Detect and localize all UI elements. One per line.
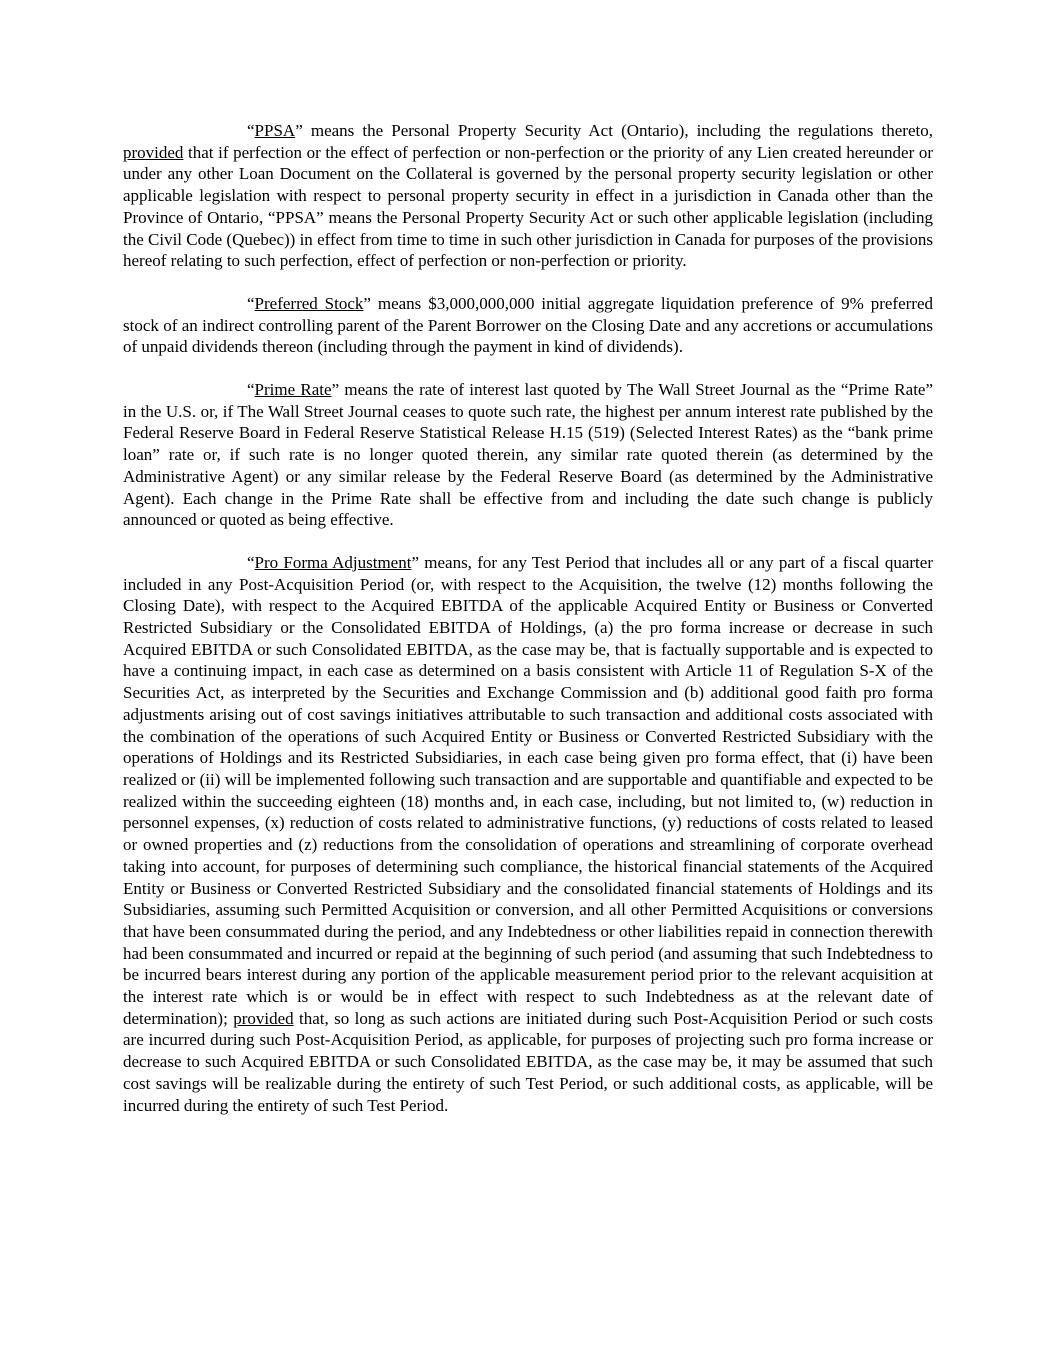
definition-prime-rate — [123, 379, 933, 531]
underlined-term: Preferred Stock — [254, 293, 364, 313]
paragraph-text: ” means the rate of interest last quoted by The Wall Street Journal as the “Prime Rate” in the U.S. or, if The Wall Street Journal ceases to quote such rate, the highest per annum interest rate published by the Federal Reserve Board in Federal Reserve Statistical Release H.15 (519) (Selected Interest Rates) as the “bank prime loan” rate or, if such rate is no longer quoted therein, any similar rate quoted therein (as determined by the Administrative Agent) or any similar release by the Federal Reserve Board (as determined by the Administrative Agent). Each change in the Prime Rate shall be effective from and including the date such change is publicly announced or quoted as being effective. — [123, 380, 934, 530]
paragraph-container — [123, 120, 933, 1116]
underlined-term: PPSA — [254, 121, 296, 140]
definition-ppsa — [123, 120, 933, 272]
underlined-term: provided — [233, 1008, 294, 1028]
paragraph-text: that if perfection or the effect of perfection or non-perfection or the priority of any Lien created hereunder or under any other Loan Document on the Collateral is governed by the personal property security legislation or other applicable legislation with respect to personal property security in effect in a jurisdiction in Canada other than the Province of Ontario, “PPSA” means the Personal Property Security Act or such other applicable legislation (including the Civil Code (Quebec)) in effect from time to time in such other jurisdiction in Canada for purposes of the provisions hereof relating to such perfection, effect of perfection or non-perfection or priority. — [123, 142, 933, 271]
paragraph-text: “ — [247, 121, 255, 140]
paragraph-text: “ — [247, 380, 255, 400]
underlined-term: Pro Forma Adjustment — [254, 552, 412, 572]
paragraph-text: ” means the Personal Property Security Act (Ontario), including the regulations thereto, — [295, 121, 933, 140]
underlined-term: Prime Rate — [254, 380, 332, 400]
paragraph-text: “ — [247, 552, 255, 572]
paragraph-text: ” means $3,000,000,000 initial aggregate liquidation preference of 9% preferred stock of an indirect controlling parent of the Parent Borrower on the Closing Date and any accretions or accumulations of unpaid dividends thereon (including through the payment in kind of dividends). — [123, 293, 933, 357]
underlined-term: provided — [123, 142, 184, 162]
paragraph-text: ” means, for any Test Period that includes all or any part of a fiscal quarter included in any Post-Acquisition Period (or, with respect to the Acquisition, the twelve (12) months following the Closing Date), with respect to the Acquired EBITDA of the applicable Acquired Entity or Business or Converted Restricted Subsidiary or the Consolidated EBITDA of Holdings, (a) the pro forma increase or decrease in such Acquired EBITDA or such Consolidated EBITDA, as the case may be, that is factually supportable and is expected to have a continuing impact, in each case as determined on a basis consistent with Article 11 of Regulation S-X of the Securities Act, as interpreted by the Securities and Exchange Commission and (b) additional good faith pro forma adjustments arising out of cost savings initiatives attributable to such transaction and additional costs associated with the combination of the operations of such Acquired Entity or Business or Converted Restricted Subsidiary with the operations of Holdings and its Restricted Subsidiaries, in each case being given pro forma effect, that (i) have been realized or (ii) will be implemented following such transaction and are supportable and quantifiable and expected to be realized within the succeeding eighteen (18) months and, in each case, including, but not limited to, (w) reduction in personnel expenses, (x) reduction of costs related to administrative functions, (y) reductions of costs related to leased or owned properties and (z) reductions from the consolidation of operations and streamlining of corporate overhead taking into account, for purposes of determining such compliance, the historical financial statements of the Acquired Entity or Business or Converted Restricted Subsidiary and the consolidated financial statements of Holdings and its Subsidiaries, assuming such Permitted Acquisition or conversion, and all other Permitted Acquisitions or conversions that have been consummated during the period, and any Indebtedness or other liabilities repaid in connection therewith had been consummated and incurred or repaid at the beginning of such period (and assuming that such Indebtedness to be incurred bears interest during any portion of the applicable measurement period prior to the relevant acquisition at the interest rate which is or would be in effect with respect to such Indebtedness as at the relevant date of determination); — [123, 552, 933, 1028]
paragraph-text: “ — [247, 293, 255, 313]
definition-preferred-stock — [123, 293, 933, 358]
definition-pro-forma-adjustment — [123, 552, 933, 1116]
paragraph-text: that, so long as such actions are initiated during such Post-Acquisition Period or such costs are incurred during such Post-Acquisition Period, as applicable, for purposes of projecting such pro forma increase or decrease to such Acquired EBITDA or such Consolidated EBITDA, as the case may be, it may be assumed that such cost savings will be realizable during the entirety of such Test Period, or such additional costs, as applicable, will be incurred during the entirety of such Test Period. — [123, 1008, 933, 1115]
